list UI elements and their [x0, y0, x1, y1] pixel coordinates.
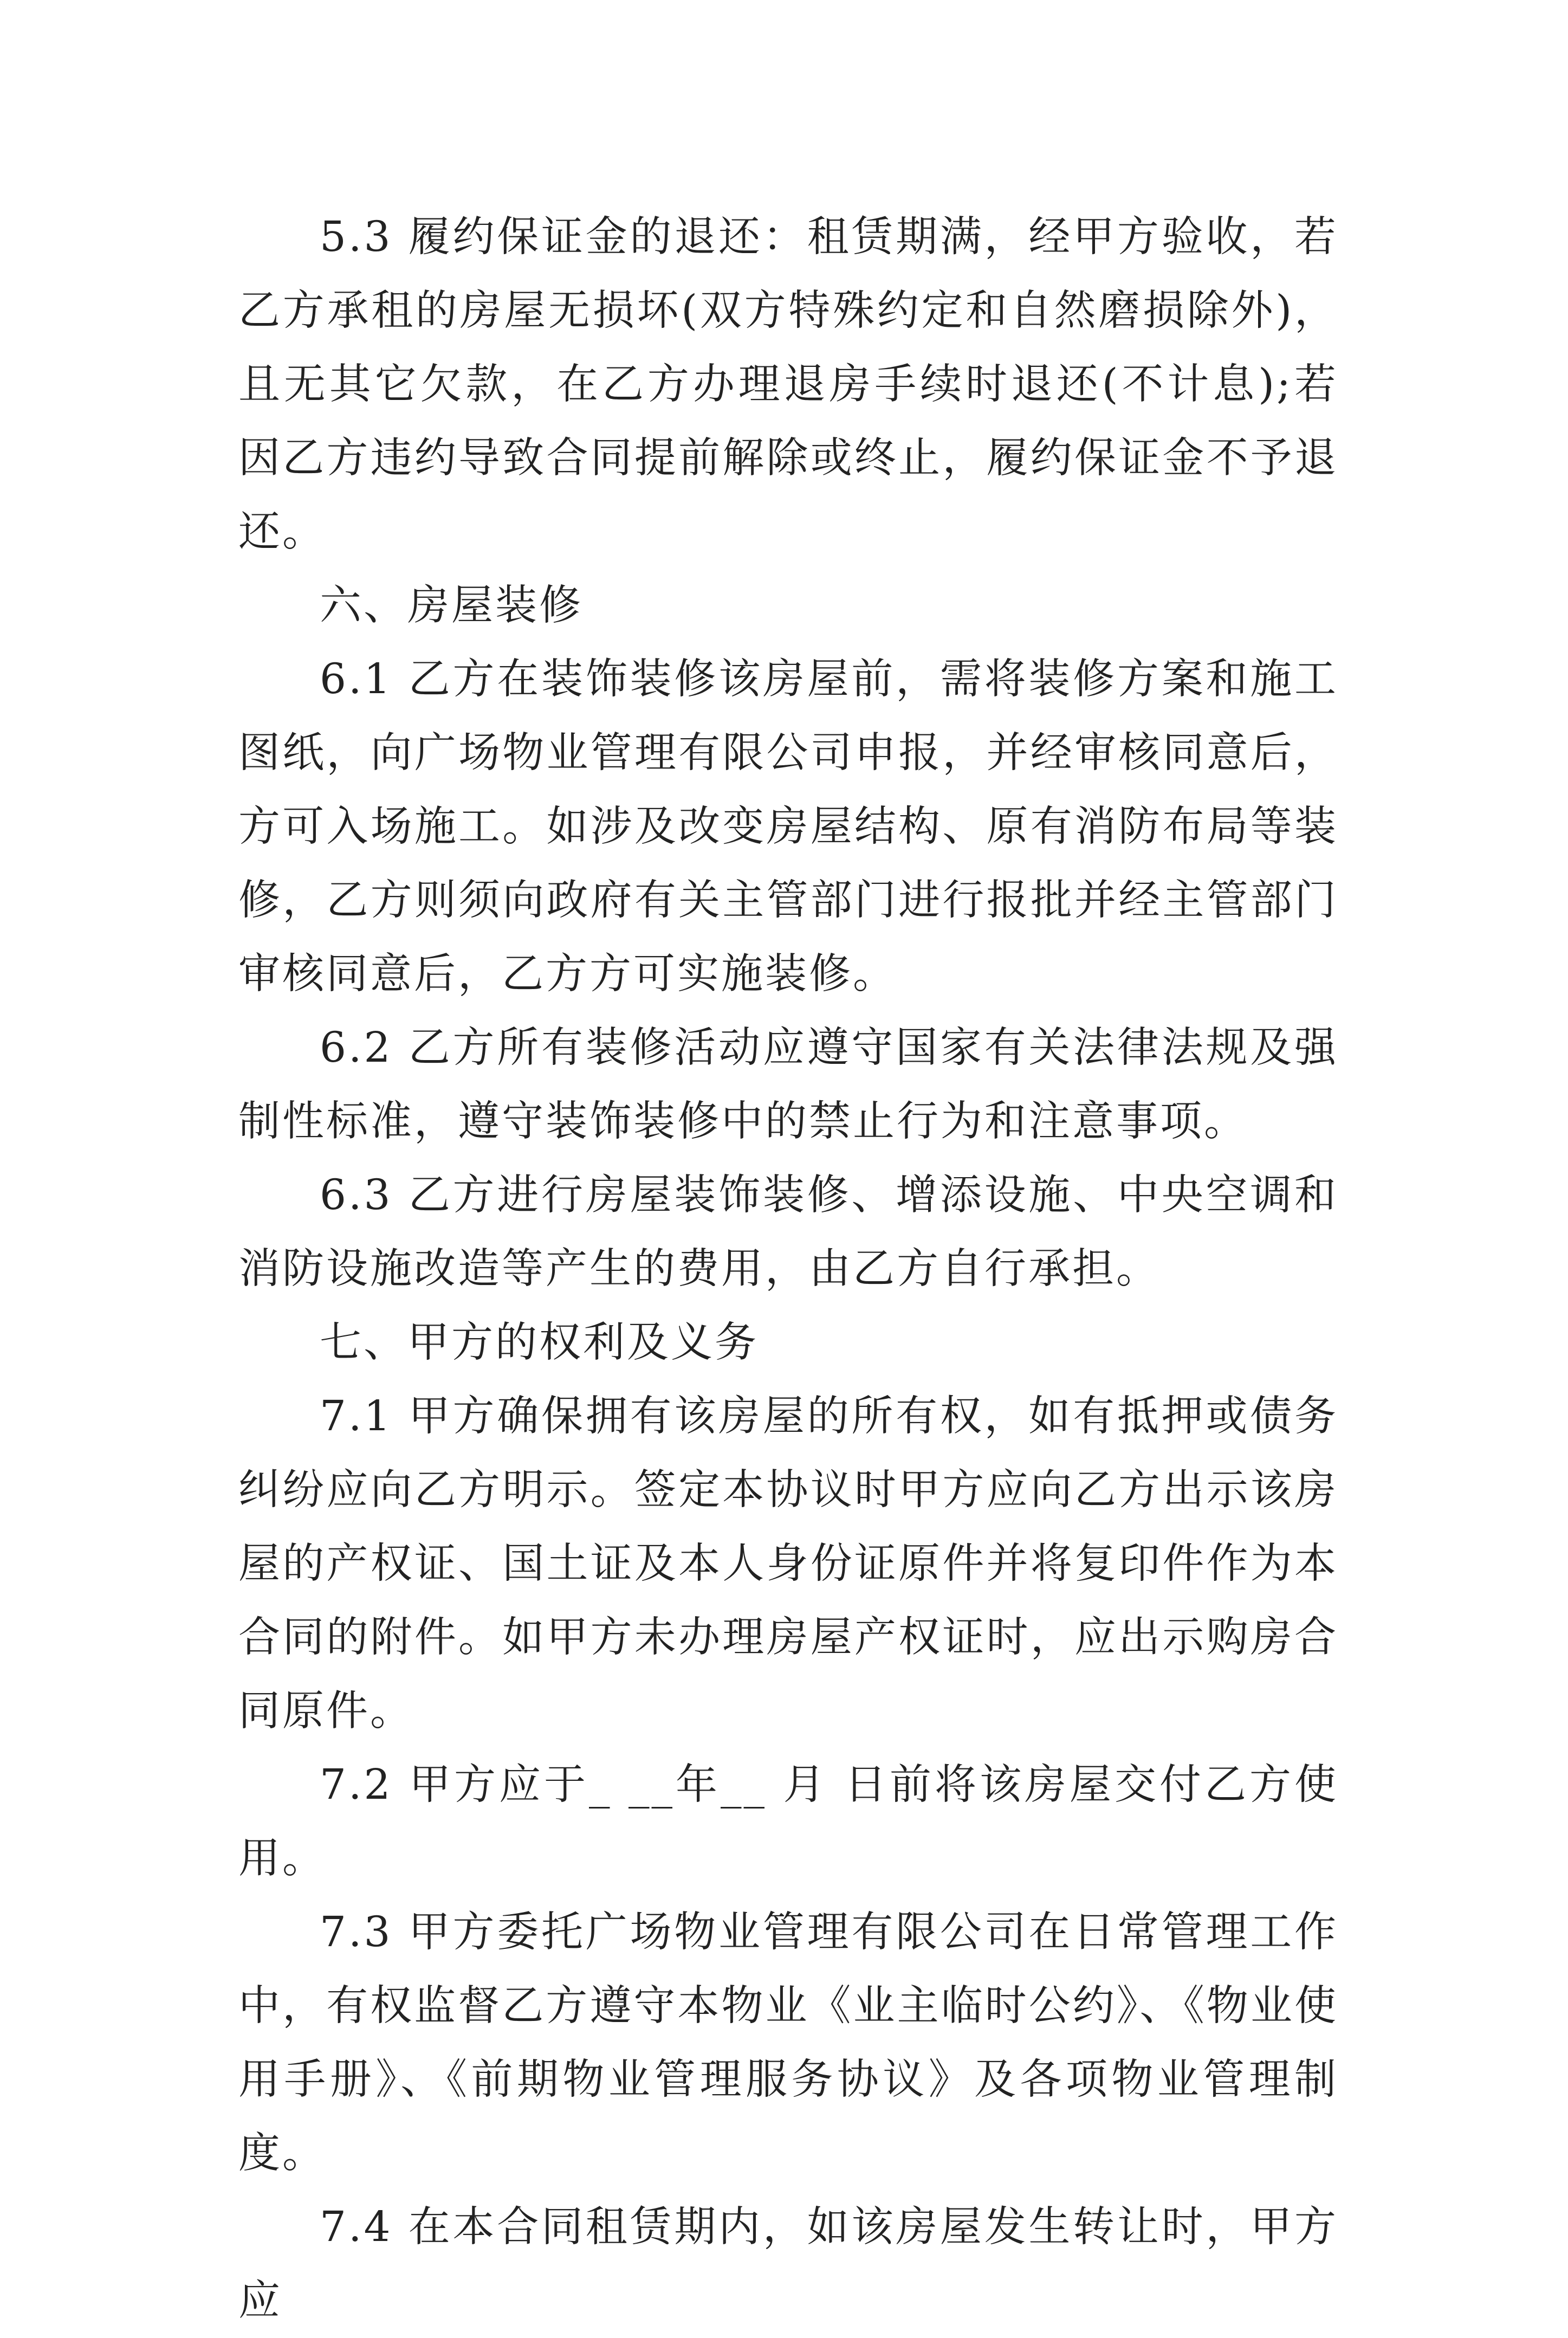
- clause-7-3: 7.3 甲方委托广场物业管理有限公司在日常管理工作中，有权监督乙方遵守本物业《业主临时公约》、《物业使用手册》、《前期物业管理服务协议》及各项物业管理制度。: [238, 1908, 1338, 2178]
- section-heading-7: 七、甲方的权利及义务: [320, 1319, 759, 1367]
- clause-6-3: 6.3 乙方进行房屋装饰装修、增添设施、中央空调和消防设施改造等产生的费用，由乙方自行承担。: [238, 1171, 1338, 1293]
- clause-6-2: 6.2 乙方所有装修活动应遵守国家有关法律法规及强制性标准，遵守装饰装修中的禁止行为和注意事项。: [238, 1024, 1338, 1146]
- clause-5-3: 5.3 履约保证金的退还：租赁期满，经甲方验收，若乙方承租的房屋无损坏(双方特殊约定和自然磨损除外)，且无其它欠款，在乙方办理退房手续时退还(不计息);若因乙方违约导致合同提前解除或终止，履约保证金不予退还。: [238, 213, 1338, 556]
- clause-7-4: 7.4 在本合同租赁期内，如该房屋发生转让时，甲方应: [238, 2203, 1338, 2325]
- clause-7-2: 7.2 甲方应于_ __年__ 月 日前将该房屋交付乙方使用。: [238, 1761, 1338, 1883]
- document-page: [238, 201, 1338, 2338]
- section-heading-6: 六、房屋装修: [320, 582, 583, 630]
- clause-7-1: 7.1 甲方确保拥有该房屋的所有权，如有抵押或债务纠纷应向乙方明示。签定本协议时甲方应向乙方出示该房屋的产权证、国土证及本人身份证原件并将复印件作为本合同的附件。如甲方未办理房屋产权证时，应出示购房合同原件。: [238, 1392, 1338, 1735]
- clause-6-1: 6.1 乙方在装饰装修该房屋前，需将装修方案和施工图纸，向广场物业管理有限公司申报，并经审核同意后，方可入场施工。如涉及改变房屋结构、原有消防布局等装修，乙方则须向政府有关主管部门进行报批并经主管部门审核同意后，乙方方可实施装修。: [238, 655, 1338, 998]
